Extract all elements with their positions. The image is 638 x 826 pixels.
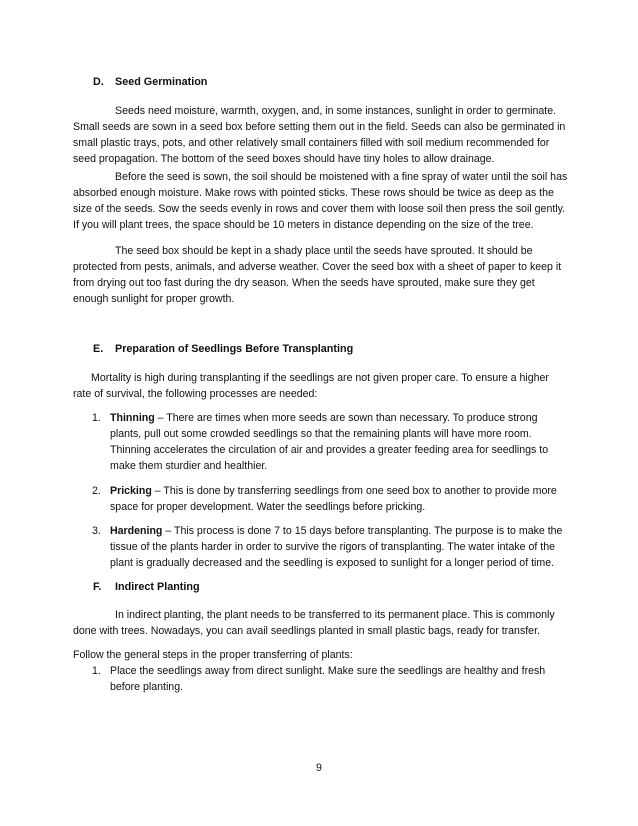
list-number: 3.: [92, 525, 101, 537]
list-text: – This is done by transferring seedlings from one seed box to another to provide more space for proper development. Water the seedlings before pricking.: [110, 485, 557, 513]
section-f-steps-intro: Follow the general steps in the proper transferring of plants:: [73, 649, 353, 661]
list-text: – There are times when more seeds are sown than necessary. To produce strong plants, pull out some crowded seedlings so that the remaining plants will have more room. Thinning accelerates the circulation of air and provides a greater feeding area for seedlings to make them sturdier and healthier.: [110, 412, 549, 472]
section-f-paragraph: In indirect planting, the plant needs to be transferred to its permanent place. This is commonly done with trees. Nowadays, you can avail seedlings planted in small plastic bags, ready for transfer.: [73, 609, 555, 637]
list-number: 1.: [92, 665, 101, 677]
list-term: Pricking: [110, 485, 152, 497]
section-d-title: Seed Germination: [115, 76, 208, 88]
section-e-title: Preparation of Seedlings Before Transplanting: [115, 343, 354, 355]
section-d-paragraph-1: Seeds need moisture, warmth, oxygen, and, in some instances, sunlight in order to germinate. Small seeds are sown in a seed box before setting them out in the field. Seeds can also be germinated in small plastic trays, pots, and other relatively small containers filled with soil medium recommended for seed propagation. The bottom of the seed boxes should have tiny holes to allow drainage.: [73, 105, 566, 165]
list-item-body: [110, 523, 570, 571]
section-e-heading: [93, 341, 353, 357]
page-number: 9: [316, 762, 322, 774]
list-text: – This process is done 7 to 15 days before transplanting. The purpose is to make the tissue of the plants harder in order to survive the rigors of transplanting. The water intake of the plant is gradually decreased and the seedling is exposed to sunlight for a longer period of time.: [110, 525, 563, 569]
section-f-title: Indirect Planting: [115, 581, 200, 593]
section-e-letter: E.: [93, 343, 104, 355]
section-d-letter: D.: [93, 76, 104, 88]
section-d-heading: [93, 74, 207, 90]
section-f-letter: F.: [93, 581, 102, 593]
list-item: [92, 523, 570, 571]
list-item: [92, 663, 570, 695]
list-text: Place the seedlings away from direct sunlight. Make sure the seedlings are healthy and fresh before planting.: [110, 665, 546, 693]
section-e-intro: Mortality is high during transplanting if the seedlings are not given proper care. To ensure a higher rate of survival, the following processes are needed:: [73, 372, 549, 400]
section-d-paragraph-2: Before the seed is sown, the soil should be moistened with a fine spray of water until the soil has absorbed enough moisture. Make rows with pointed sticks. These rows should be twice as deep as the size of the seeds. Sow the seeds evenly in rows and cover them with loose soil then press the soil gently. If you will plant trees, the space should be 10 meters in distance depending on the size of the tree.: [73, 171, 568, 231]
list-item: [92, 410, 570, 474]
section-f-heading: [93, 579, 200, 595]
list-term: Thinning: [110, 412, 155, 424]
list-number: 1.: [92, 412, 101, 424]
list-item-body: [110, 410, 570, 474]
section-d-paragraph-3: The seed box should be kept in a shady place until the seeds have sprouted. It should be protected from pests, animals, and adverse weather. Cover the seed box with a sheet of paper to keep it from drying out too fast during the dry season. When the seeds have sprouted, make sure they get enough sunlight for proper growth.: [73, 245, 562, 305]
list-item-body: [110, 483, 570, 515]
list-number: 2.: [92, 485, 101, 497]
list-term: Hardening: [110, 525, 163, 537]
list-item: [92, 483, 570, 515]
